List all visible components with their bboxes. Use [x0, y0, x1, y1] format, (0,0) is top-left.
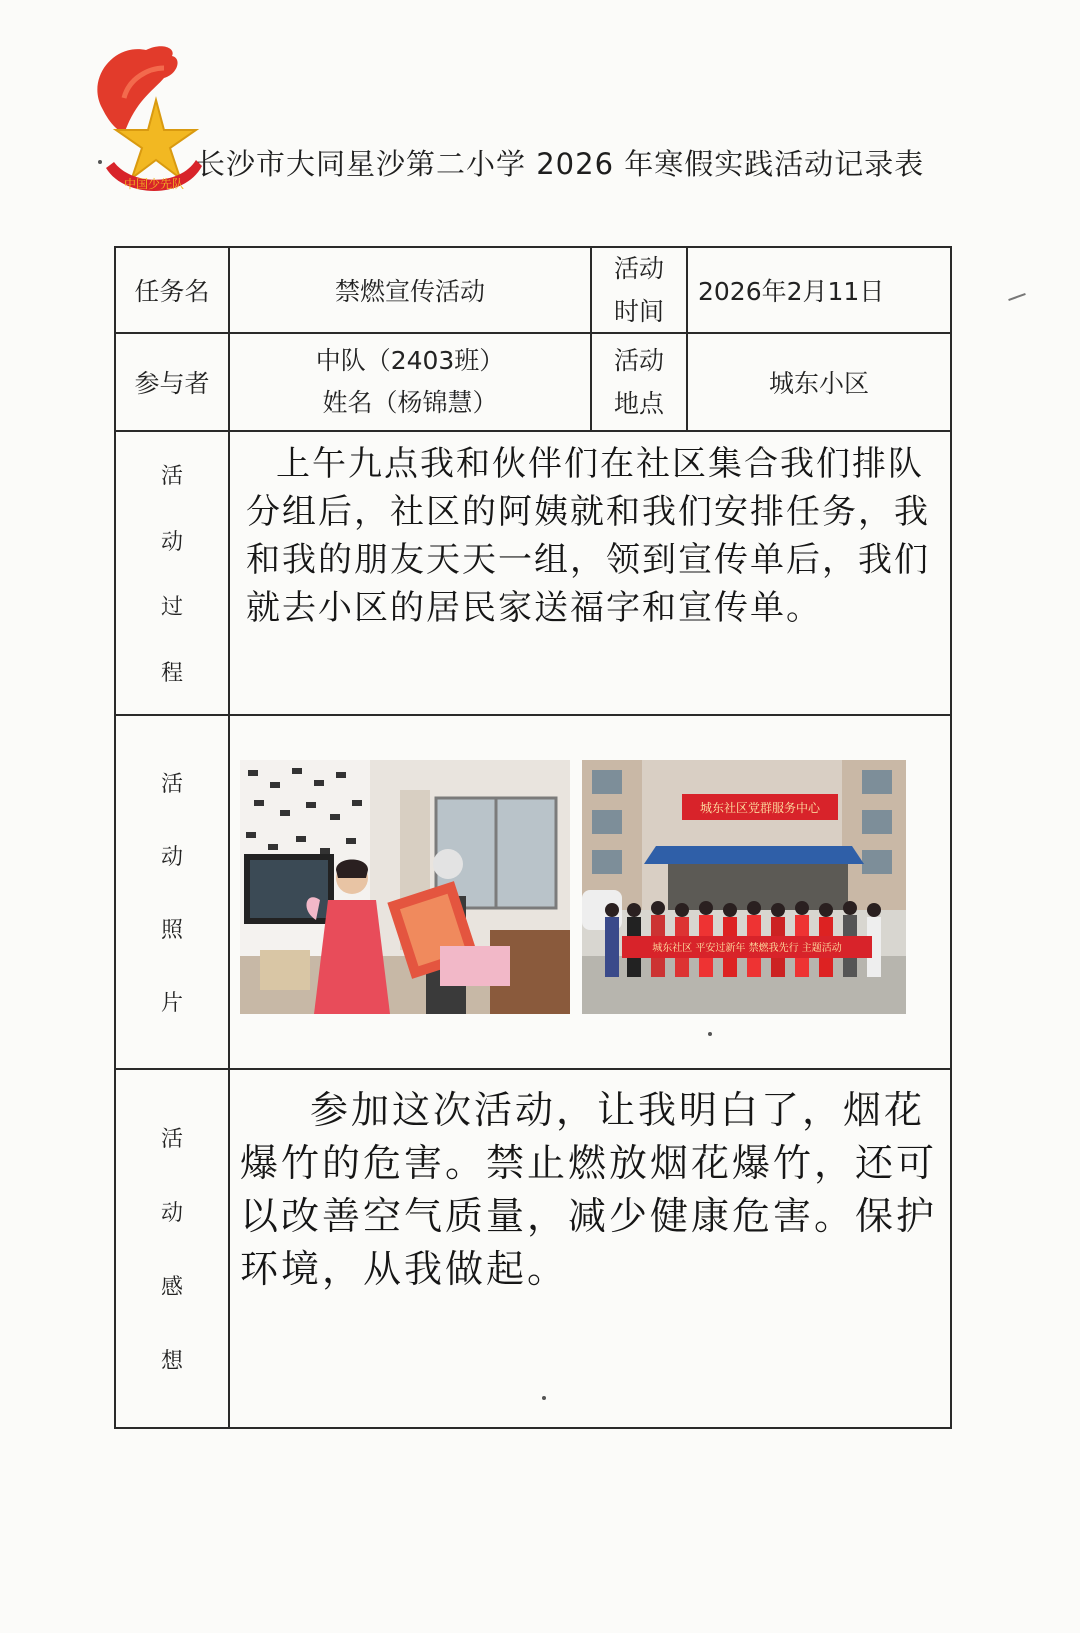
task-value: 禁燃宣传活动 — [230, 248, 592, 334]
speck — [542, 1396, 546, 1400]
activity-photo-1 — [240, 760, 570, 1014]
young-pioneers-logo — [84, 38, 214, 208]
time-value: 2026年2月11日 — [688, 248, 950, 334]
feeling-text: 参加这次活动，让我明白了，烟花爆竹的危害。禁止燃放烟花爆竹，还可以改善空气质量，减少健康危害。保护环境，从我做起。 — [240, 1088, 938, 1291]
photo-label-char: 片 — [160, 991, 183, 1016]
logo-text: 中国少先队 — [123, 177, 185, 191]
feeling-label-char: 活 — [160, 1126, 183, 1152]
place-value: 城东小区 — [688, 334, 950, 432]
photo-label-char: 活 — [160, 772, 183, 797]
speck — [98, 160, 102, 164]
photo-sign-text: 城东社区党群服务中心 — [699, 801, 821, 815]
process-label-char: 程 — [160, 660, 183, 686]
participant-class: 中队（2403班） — [315, 346, 505, 375]
speck-mark — [1008, 293, 1026, 301]
feeling-label-char: 感 — [160, 1275, 183, 1301]
process-label-char: 动 — [160, 529, 183, 555]
speck — [708, 1032, 712, 1036]
process-label — [116, 432, 230, 716]
page-title: 长沙市大同星沙第二小学 2026 年寒假实践活动记录表 — [196, 147, 925, 181]
process-label-char: 活 — [160, 464, 183, 490]
photo-label-char: 动 — [160, 845, 183, 870]
feeling-label — [116, 1070, 230, 1427]
photo-label-char: 照 — [160, 918, 183, 943]
process-label-char: 过 — [160, 595, 183, 621]
record-form — [114, 246, 952, 1429]
participant-value — [230, 334, 592, 432]
process-text: 上午九点我和伙伴们在社区集合我们排队分组后，社区的阿姨就和我们安排任务，我和我的朋友天天一组，领到宣传单后，我们就去小区的居民家送福字和宣传单。 — [246, 444, 930, 628]
participant-name: 姓名（杨锦慧） — [322, 388, 498, 417]
photo-label — [116, 716, 230, 1070]
time-label: 活动时间 — [592, 248, 688, 334]
photo-banner-text: 城东社区 平安过新年 禁燃我先行 主题活动 — [652, 943, 842, 954]
feeling-label-char: 想 — [160, 1349, 183, 1375]
feeling-label-char: 动 — [160, 1200, 183, 1226]
place-label: 活动地点 — [592, 334, 688, 432]
participant-label: 参与者 — [116, 334, 230, 432]
activity-photo-2 — [582, 760, 906, 1014]
task-label: 任务名 — [116, 248, 230, 334]
